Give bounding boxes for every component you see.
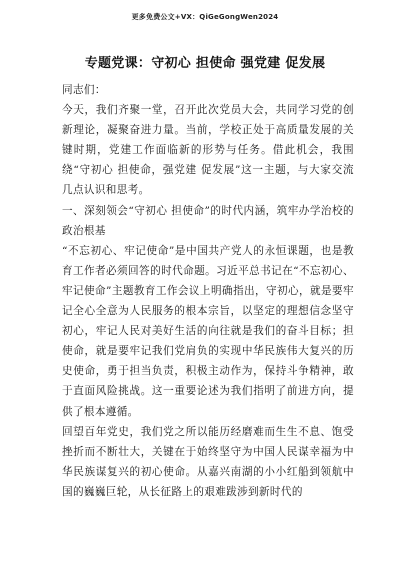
header-note: 更多免费公文+VX：QiGeGongWen2024	[131, 13, 279, 21]
document-title: 专题党课：守初心 担使命 强党建 促发展	[84, 56, 326, 71]
section-paragraph-1: “不忘初心、牢记使命”是中国共产党人的永恒课题，也是教育工作者必须回答的时代命题。习近平总书记在“不忘初心、牢记使命”主题教育工作会议上明确指出，守初心，就是要牢记全心全意为人民服务的根本宗旨，以坚定的理想信念坚守初心，牢记人民对美好生活的向往就是我们的奋斗目标；担使命，就是要牢记我们党肩负的实现中华民族伟大复兴的历史使命，勇于担当负责，积极主动作为，保持斗争精神，敢于直面风险挑战。这一重要论述为我们指明了前进方向，提供了根本遵循。	[62, 244, 354, 418]
section-heading: 一、深刻领会“守初心 担使命”的时代内涵，筑牢办学治校的政治根基	[62, 204, 354, 237]
intro-paragraph: 今天，我们齐聚一堂，召开此次党员大会，共同学习党的创新理论，凝聚奋进力量。当前，学校正处于高质量发展的关键时期，党建工作面临新的形势与任务。借此机会，我围绕“守初心 担使命，强党建 促发展”这一主题，与大家交流几点认识和思考。	[62, 104, 354, 197]
document-body	[62, 80, 354, 502]
section-paragraph-2: 回望百年党史，我们党之所以能历经磨难而生生不息、饱受挫折而不断壮大，关键在于始终坚守为中国人民谋幸福为中华民族谋复兴的初心使命。从嘉兴南湖的小小红船到领航中国的巍巍巨轮，从长征路上的艰难跋涉到新时代的	[62, 425, 354, 498]
salutation: 同志们：	[62, 84, 106, 96]
